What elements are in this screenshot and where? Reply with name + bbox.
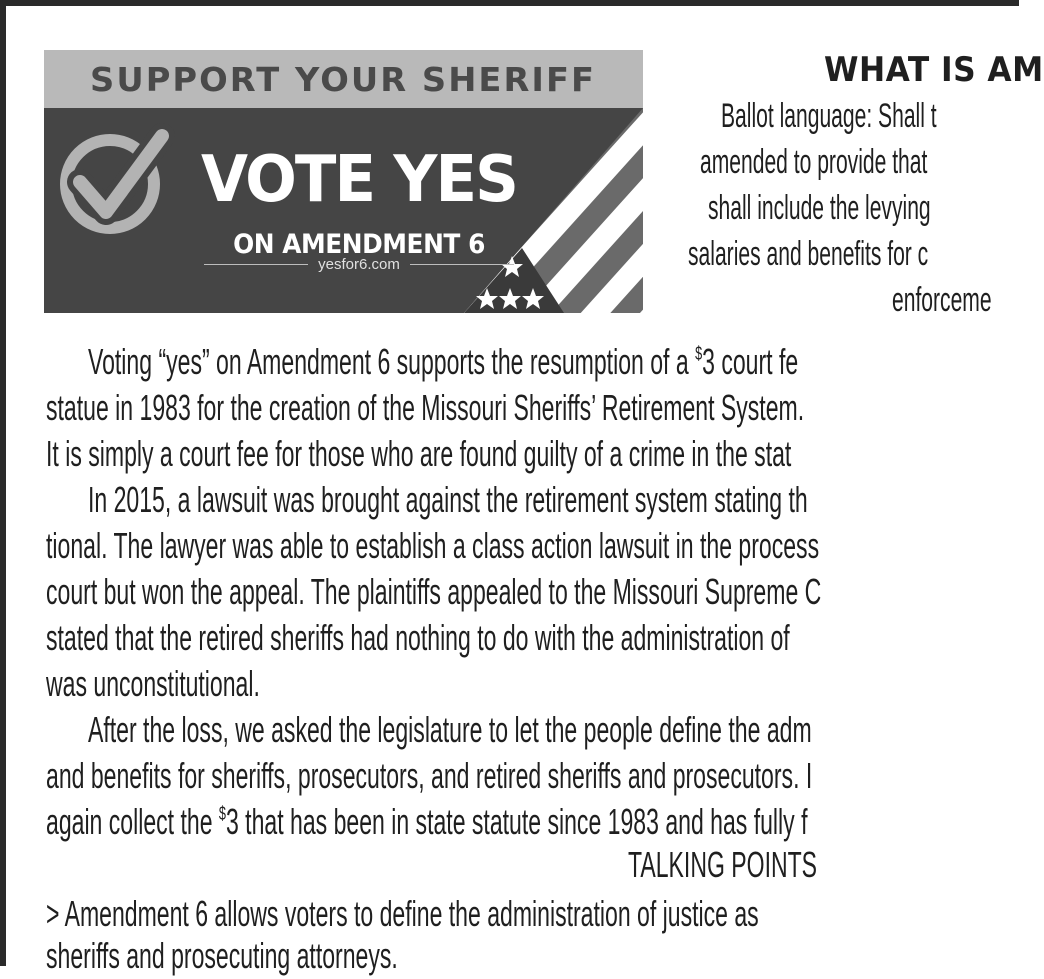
ballot-line-5: enforceme <box>892 281 992 319</box>
paragraph-line: It is simply a court fee for those who are found guilty of a crime in the stat <box>46 433 792 474</box>
divider <box>204 264 308 265</box>
paragraph-line <box>88 339 798 385</box>
paragraph-line: and benefits for sheriffs, prosecutors, and retired sheriffs and prosecutors. I <box>46 755 813 796</box>
divider <box>410 264 514 265</box>
banner-top-text: SUPPORT YOUR SHERIFF <box>90 59 597 99</box>
paragraph-line: stated that the retired sheriffs had nothing to do with the administration of <box>46 617 790 658</box>
banner-subline: ON AMENDMENT 6 <box>233 229 485 260</box>
paragraph-line: tional. The lawyer was able to establish a class action lawsuit in the process <box>46 525 820 566</box>
talking-points-heading: TALKING POINTS <box>628 844 818 885</box>
text-span: 3 court fe <box>702 341 799 382</box>
banner-main-panel <box>44 108 643 313</box>
ballot-line-3: shall include the levying <box>708 189 931 227</box>
paragraph-line <box>46 799 807 845</box>
vote-yes-banner <box>44 50 643 313</box>
banner-headline: VOTE YES <box>201 143 517 217</box>
banner-top-band <box>44 50 643 108</box>
paragraph-line: statue in 1983 for the creation of the Missouri Sheriffs’ Retirement System. <box>46 387 805 428</box>
text-span: Voting “yes” on Amendment 6 supports the resumption of a <box>88 341 696 382</box>
dollar-sign: $ <box>218 803 226 826</box>
ballot-line-2: amended to provide that <box>700 143 928 181</box>
talking-point-line: sheriffs and prosecuting attorneys. <box>46 935 398 976</box>
ballot-line-4: salaries and benefits for c <box>688 235 929 273</box>
banner-website-row <box>204 256 514 273</box>
ballot-line-1: Ballot language: Shall t <box>721 97 937 135</box>
dollar-sign: $ <box>695 343 703 366</box>
text-span: again collect the <box>46 801 219 842</box>
paragraph-line: After the loss, we asked the legislature to let the people define the adm <box>88 709 812 750</box>
banner-website: yesfor6.com <box>318 256 400 273</box>
paragraph-line: was unconstitutional. <box>46 663 260 704</box>
paragraph-line: In 2015, a lawsuit was brought against the retirement system stating th <box>88 479 808 520</box>
check-circle-icon <box>58 126 170 242</box>
text-span: 3 that has been in state statute since 1983 and has fully f <box>225 801 808 842</box>
paragraph-line: court but won the appeal. The plaintiffs appealed to the Missouri Supreme C <box>46 571 822 612</box>
talking-point-line: > Amendment 6 allows voters to define the administration of justice as <box>46 893 759 934</box>
section-heading: WHAT IS AM <box>824 50 1044 90</box>
